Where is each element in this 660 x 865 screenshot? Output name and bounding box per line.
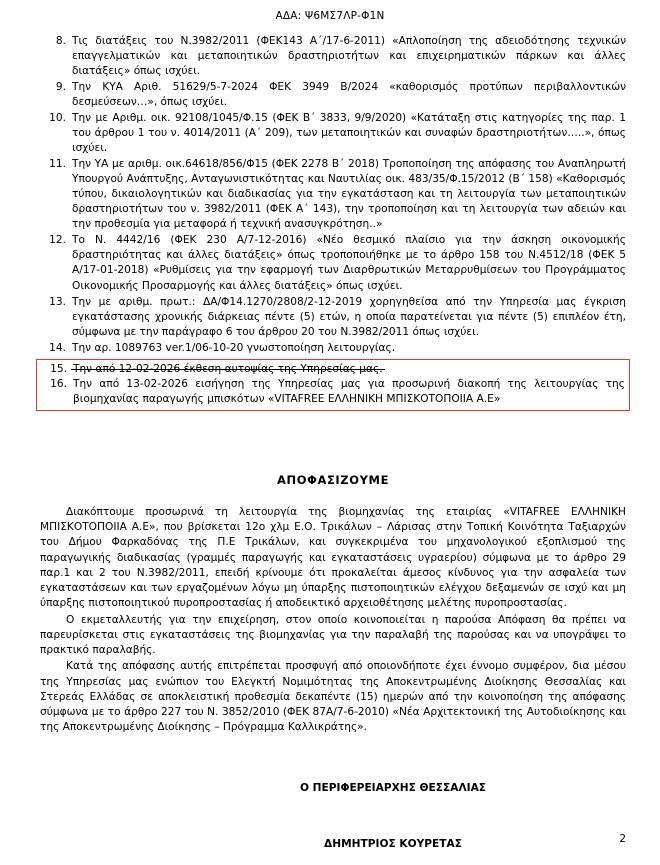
list-item <box>40 233 626 293</box>
list-item-number: 12. <box>49 234 66 247</box>
list-item-number: 10. <box>49 112 66 125</box>
page-number: 2 <box>619 833 626 845</box>
signature-name: ΔΗΜΗΤΡΙΟΣ ΚΟΥΡΕΤΑΣ <box>324 837 462 850</box>
list-item-number: 8. <box>55 35 66 47</box>
document-page <box>0 10 660 865</box>
list-item-text: Την ΚΥΑ Αριθ. 51629/5-7-2024 ΦΕΚ 3949 Β/2024 «καθορισμός προτύπων περιβαλλοντικών δεσμεύσεων…», όπως ισχύει. <box>72 81 626 109</box>
decision-paragraph: Ο εκμεταλλευτής για την επιχείρηση, στον οποίο κοινοποιείται η παρούσα Απόφαση θα πρέπει να παρευρίσκεται στις εγκαταστάσεις της βιομηχανίας για την παραλαβή της παρούσας και να υπογράψει το πρακτικό παραλαβής. <box>40 613 626 656</box>
list-item-text: Τις διατάξεις του Ν.3982/2011 (ΦΕΚ143 Α΄/17-6-2011) «Απλοποίηση της αδειοδότησης τεχνικών επαγγελματικών και μεταποιητικών δραστηριοτήτων και επιχειρηματικών πάρκων και άλλες διατάξεις» όπως ισχύει. <box>72 35 626 78</box>
decision-paragraph: Κατά της απόφασης αυτής επιτρέπεται προσφυγή από οποιονδήποτε έχει έννομο συμφέρον, δια μέσου της Υπηρεσίας μας ενώπιον του Ελεγκτή Νομιμότητας της Αποκεντρωμένης Διοίκησης Θεσσαλίας και Στερεάς Ελλάδας σε αποκλειστική προθεσμία δεκαπέντε (15) ημερών από την κοινοποίηση της απόφασης σύμφωνα με το άρθρο 227 του Ν. 3852/2010 (ΦΕΚ 87Α/7-6-2010) «Νέα Αρχιτεκτονική της Αυτοδιοίκησης και της Αποκεντρωμένης Διοίκησης – Πρόγραμμα Καλλικράτης». <box>40 660 626 734</box>
list-item-text: Την αρ. 1089763 ver.1/06-10-20 γνωστοποίηση λειτουργίας. <box>72 341 396 354</box>
document-content <box>0 34 660 850</box>
list-item-number: 11. <box>49 158 66 171</box>
list-item-number: 9. <box>55 81 66 94</box>
list-item-text: Την ΥΑ με αριθμ. οικ.64618/856/Φ15 (ΦΕΚ 2278 Β΄ 2018) Τροποποίηση της απόφασης του Αναπληρωτή Υπουργού Ανάπτυξης, Ανταγωνιστικότητας και Ναυτιλίας οικ. 483/35/Φ.15/2012 (Β΄ 158) «Καθορισμός τύπου, δικαιολογητικών και διαδικασίας για την εγκατάσταση και τη λειτουργία των μεταποιητικών δραστηριοτήτων του ν. 3982/2011 (ΦΕΚ Α΄ 143), την τροποποίηση και τη λειτουργία των αδειών και την προθεσμία για μεταφορά ή τεχνική ανασυγκρότηση..» <box>72 158 626 231</box>
list-item-struck <box>41 362 625 377</box>
list-item-number: 16. <box>50 377 67 390</box>
list-item-number: 13. <box>49 295 66 308</box>
list-item-text: Την από 12-02-2026 έκθεση αυτοψίας της Υπηρεσίας μας. <box>73 362 383 375</box>
numbered-clause-list <box>40 34 626 356</box>
list-item <box>41 377 625 407</box>
list-item <box>40 295 626 340</box>
ada-code-header: ΑΔΑ: Ψ6ΜΣ7ΛΡ-Φ1Ν <box>275 10 385 22</box>
list-item <box>40 80 626 110</box>
list-item-text: Την από 13-02-2026 εισήγηση της Υπηρεσίας μας για προσωρινή διακοπή της λειτουργίας της βιομηχανίας παραγωγής μπισκότων «VITAFREE ΕΛΛΗΝΙΚΗ ΜΠΙΣΚΟΤΟΠΟΙΙΑ Α.Ε» <box>73 377 625 405</box>
list-item-text: Την με αριθμ. πρωτ.: ΔΑ/Φ14.1270/2808/2-12-2019 χορηγηθείσα από την Υπηρεσία μας έγκριση εγκατάστασης χρονικής διάρκειας πέντε (5) ετών, η οποία παρατείνεται για πέντε (5) επιπλέον έτη, σύμφωνα με την παράγραφο 6 του άρθρου 20 του Ν.3982/2011 όπως ισχύει. <box>72 295 626 338</box>
signature-role: Ο ΠΕΡΙΦΕΡΕΙΑΡΧΗΣ ΘΕΣΣΑΛΙΑΣ <box>299 781 487 794</box>
decision-paragraph: Διακόπτουμε προσωρινά τη λειτουργία της βιομηχανίας της εταιρίας «VITAFREE ΕΛΛΗΝΙΚΗ ΜΠΙΣΚΟΤΟΠΟΙΙΑ Α.Ε», που βρίσκεται 12ο χλμ Ε.Ο. Τρικάλων – Λάρισας στην Τοπική Κοινότητα Ταξιαρχών του Δήμου Φαρκαδόνας της Π.Ε Τρικάλων, και συγκεκριμένα του μηχανολογικού εξοπλισμού της παραγωγικής διαδικασίας (γραμμές παραγωγής και εγκαταστάσεις υγραερίου) σύμφωνα με το άρθρο 29 παρ.1 και 2 του Ν.3982/2011, επειδή κρίνουμε ότι προκαλείται άμεσος κίνδυνος για την ασφαλεία των εγκαταστάσεων και των εργαζομένων λόγω μη ύπαρξης πιστοποιητικών ελέγχου δεξαμενών σε ισχύ και μη ύπαρξης πιστοποιητικού πυροπροστασίας ή αποδεικτικό αρχειοθέτησης μελέτης πυροπροστασίας. <box>40 505 626 610</box>
decision-heading: ΑΠΟΦΑΣΙΖΟΥΜΕ <box>276 472 390 487</box>
list-item <box>40 111 626 156</box>
list-item-number: 15. <box>50 362 67 375</box>
list-item <box>40 157 626 232</box>
list-item <box>40 34 626 79</box>
boxed-clause-list <box>41 362 625 407</box>
list-item-text: Το Ν. 4442/16 (ΦΕΚ 230 Α/7-12-2016) «Νέο θεσμικό πλαίσιο για την άσκηση οικονομικής δραστηριότητας και άλλες διατάξεις» όπως τροποποιήθηκε με το άρθρο 158 του Ν.4512/18 (ΦΕΚ 5 Α/17-01-2018) «Ρυθμίσεις για την εφαρμογή των Διαρθρωτικών Μεταρρυθμίσεων του Προγράμματος Οικονομικής Προσαρμογής και άλλες διατάξεις» όπως ισχύει. <box>72 234 626 292</box>
list-item <box>40 341 626 356</box>
list-item-number: 14. <box>49 341 66 354</box>
list-item-text: Την με Αριθμ. οικ. 92108/1045/Φ.15 (ΦΕΚ Β΄ 3833, 9/9/2020) «Κατάταξη στις κατηγορίες της παρ. 1 του άρθρου 1 του ν. 4014/2011 (Α΄ 209), των μεταποιητικών και συναφών δραστηριοτήτων…..», όπως ισχύει. <box>72 112 626 155</box>
highlighted-clause-box <box>36 359 630 411</box>
